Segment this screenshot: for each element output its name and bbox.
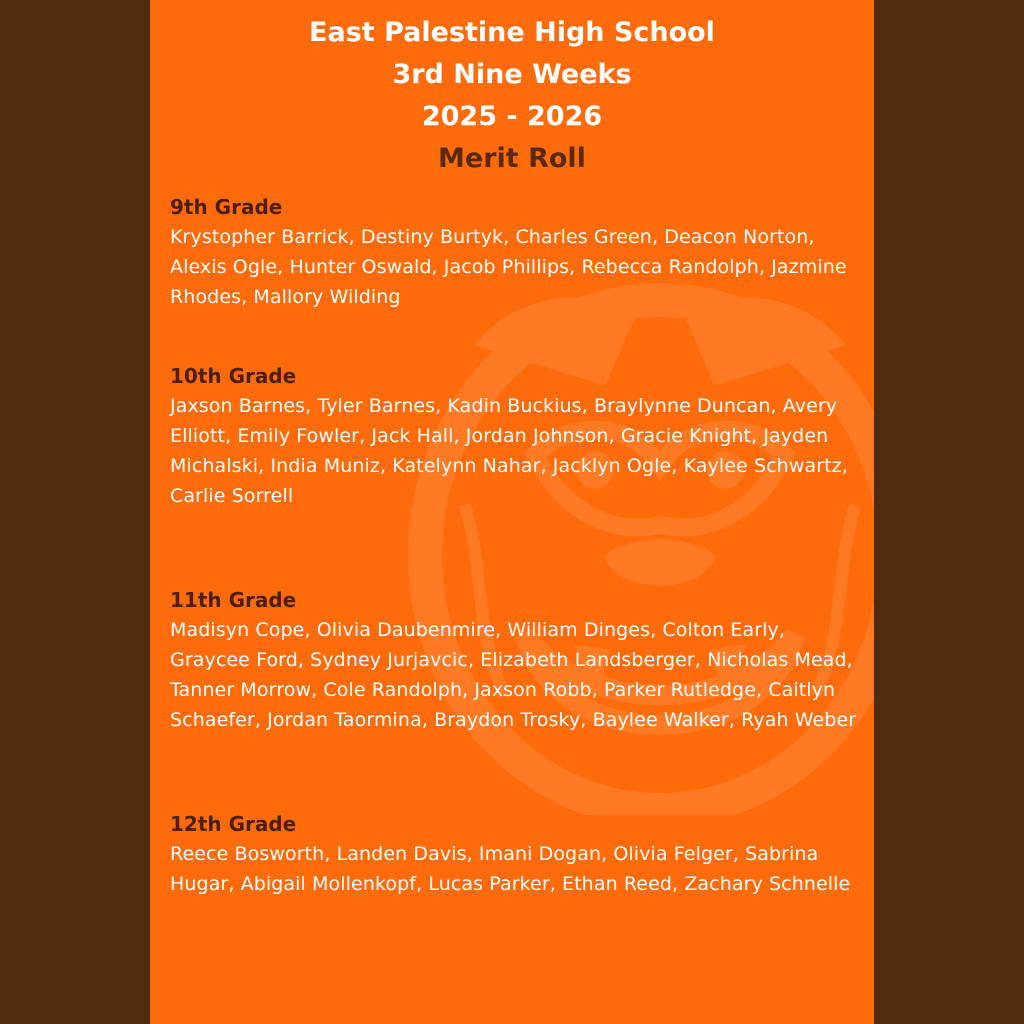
grade-section-12 <box>170 809 860 899</box>
term-label: 3rd Nine Weeks <box>392 59 632 90</box>
grade-heading: 10th Grade <box>170 364 297 388</box>
grade-section-11 <box>170 585 860 735</box>
school-year: 2025 - 2026 <box>421 101 603 132</box>
grade-heading: 9th Grade <box>170 195 283 219</box>
roll-header <box>150 12 874 180</box>
student-names: Jaxson Barnes, Tyler Barnes, Kadin Buckius, Braylynne Duncan, Avery Elliott, Emily Fowler, Jack Hall, Jordan Johnson, Gracie Knight, Jayden Michalski, India Muniz, Katelynn Nahar, Jacklyn Ogle, Kaylee Schwartz, Carlie Sorrell <box>170 395 848 507</box>
merit-roll-panel <box>150 0 874 1024</box>
student-names: Krystopher Barrick, Destiny Burtyk, Charles Green, Deacon Norton, Alexis Ogle, Hunter Oswald, Jacob Phillips, Rebecca Randolph, Jazmine Rhodes, Mallory Wilding <box>170 226 847 308</box>
grade-section-9 <box>170 192 860 312</box>
grade-heading: 11th Grade <box>170 588 297 612</box>
grade-heading: 12th Grade <box>170 812 297 836</box>
school-name: East Palestine High School <box>309 17 715 48</box>
student-names: Madisyn Cope, Olivia Daubenmire, William Dinges, Colton Early, Graycee Ford, Sydney Jurjavcic, Elizabeth Landsberger, Nicholas Mead, Tanner Morrow, Cole Randolph, Jaxson Robb, Parker Rutledge, Caitlyn Schaefer, Jordan Taormina, Braydon Trosky, Baylee Walker, Ryah Weber <box>170 619 857 731</box>
grade-section-10 <box>170 361 860 511</box>
student-names: Reece Bosworth, Landen Davis, Imani Dogan, Olivia Felger, Sabrina Hugar, Abigail Mollenkopf, Lucas Parker, Ethan Reed, Zachary Schnelle <box>170 843 851 895</box>
list-title: Merit Roll <box>438 143 586 174</box>
